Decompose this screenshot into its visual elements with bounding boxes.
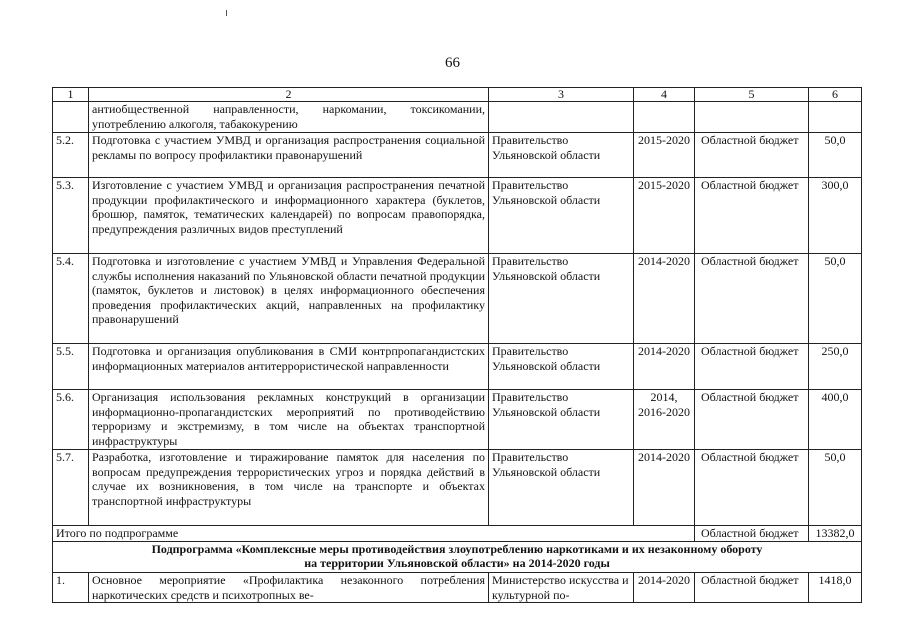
table-row (53, 254, 862, 344)
row-number-cell (53, 102, 89, 133)
row-number: 5.4. (53, 254, 89, 344)
subprogram-heading-line2: на территории Ульяновской области» на 2014-2020 годы (304, 556, 610, 570)
row-executor (489, 102, 634, 133)
row-number: 5.6. (53, 390, 89, 450)
row-number: 5.3. (53, 178, 89, 254)
total-label: Итого по подпрограмме (53, 526, 695, 542)
row-description: антиобщественной направленности, наркомании, токсикомании, употреблению алкоголя, табакокурению (89, 102, 489, 133)
row-source: Областной бюджет (695, 133, 809, 178)
row-period: 2014-2020 (634, 573, 695, 603)
header-cell: 5 (695, 88, 809, 102)
row-executor: Правительство Ульяновской области (489, 254, 634, 344)
table-row (53, 133, 862, 178)
page-number: 66 (445, 55, 460, 71)
table-row (53, 573, 862, 603)
row-source: Областной бюджет (695, 573, 809, 603)
row-source: Областной бюджет (695, 450, 809, 526)
row-description: Подготовка с участием УМВД и организация распространения социальной рекламы по вопросу профилактики правонарушений (89, 133, 489, 178)
subprogram-heading-line1: Подпрограмма «Комплексные меры противодействия злоупотреблению наркотиками и их незаконному обороту (151, 542, 763, 556)
row-period: 2014-2020 (634, 450, 695, 526)
row-amount: 300,0 (809, 178, 862, 254)
row-amount: 50,0 (809, 450, 862, 526)
row-amount: 50,0 (809, 254, 862, 344)
header-cell: 4 (634, 88, 695, 102)
row-executor: Правительство Ульяновской области (489, 450, 634, 526)
row-description: Подготовка и изготовление с участием УМВД и Управления Федеральной службы исполнения наказаний по Ульяновской области печатной продукции (памяток, буклетов и листовок) в целях информационного обеспечения проведения профилактических акций, направленных на профилактику правонарушений (89, 254, 489, 344)
row-amount (809, 102, 862, 133)
program-table (52, 87, 862, 603)
row-executor: Правительство Ульяновской области (489, 178, 634, 254)
row-description: Разработка, изготовление и тиражирование памяток для населения по вопросам предупреждения террористических угроз и порядка действий в случае их возникновения, в том числе на транспорте и объектах транспортной инфраструктуры (89, 450, 489, 526)
row-amount: 1418,0 (809, 573, 862, 603)
table-row (53, 102, 862, 133)
row-executor: Министерство искусства и культурной по- (489, 573, 634, 603)
header-cell: 1 (53, 88, 89, 102)
table-row (53, 178, 862, 254)
row-executor: Правительство Ульяновской области (489, 390, 634, 450)
header-cell: 3 (489, 88, 634, 102)
row-source: Областной бюджет (695, 344, 809, 390)
table-row (53, 390, 862, 450)
row-description: Изготовление с участием УМВД и организация распространения печатной продукции профилактического и информационного характера (буклетов, брошюр, памяток, тематических календарей) по вопросам правопорядка, предупреждения различных видов преступлений (89, 178, 489, 254)
header-cell: 2 (89, 88, 489, 102)
row-source: Областной бюджет (695, 178, 809, 254)
table-row (53, 450, 862, 526)
row-executor: Правительство Ульяновской области (489, 344, 634, 390)
row-amount: 400,0 (809, 390, 862, 450)
total-amount: 13382,0 (809, 526, 862, 542)
row-period: 2014, 2016-2020 (634, 390, 695, 450)
row-description: Основное мероприятие «Профилактика незаконного потребления наркотических средств и психотропных ве- (89, 573, 489, 603)
row-period (634, 102, 695, 133)
row-description: Подготовка и организация опубликования в СМИ контрпропагандистских информационных материалов антитеррористической направленности (89, 344, 489, 390)
row-number: 5.5. (53, 344, 89, 390)
row-source: Областной бюджет (695, 390, 809, 450)
total-row (53, 526, 862, 542)
row-period: 2015-2020 (634, 133, 695, 178)
total-source: Областной бюджет (695, 526, 809, 542)
row-number: 5.7. (53, 450, 89, 526)
row-description: Организация использования рекламных конструкций в организации информационно-пропагандистских мероприятий по противодействию терроризму и экстремизму, в том числе на объектах транспортной инфраструктуры (89, 390, 489, 450)
row-source (695, 102, 809, 133)
row-amount: 250,0 (809, 344, 862, 390)
scan-speck (226, 10, 227, 16)
row-source: Областной бюджет (695, 254, 809, 344)
table-row (53, 344, 862, 390)
row-executor: Правительство Ульяновской области (489, 133, 634, 178)
row-period: 2014-2020 (634, 344, 695, 390)
row-number: 1. (53, 573, 89, 603)
row-amount: 50,0 (809, 133, 862, 178)
subprogram-heading (53, 542, 862, 573)
row-period: 2015-2020 (634, 178, 695, 254)
header-cell: 6 (809, 88, 862, 102)
header-row (53, 88, 862, 102)
row-number: 5.2. (53, 133, 89, 178)
row-period: 2014-2020 (634, 254, 695, 344)
subprogram-heading-row (53, 542, 862, 573)
